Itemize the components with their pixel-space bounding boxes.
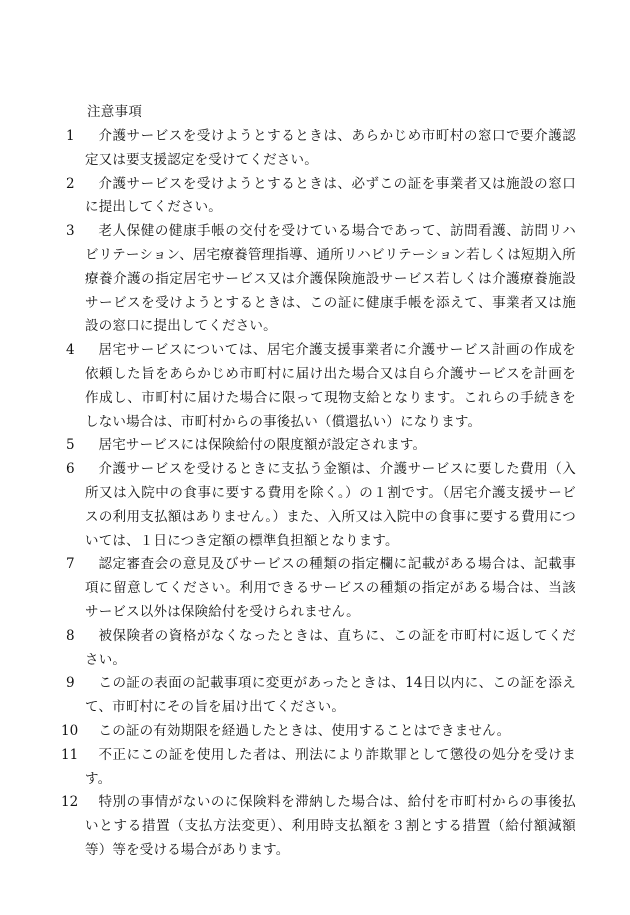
- note-text: 居宅サービスについては、居宅介護支援事業者に介護サービス計画の作成を依頼した旨をあらかじめ市町村に届け出た場合又は自ら介護サービスを計画を作成し、市町村に届けた場合に限って現物支給となります。これらの手続きをしない場合は、市町村からの事後払い（償還払い）になります。: [85, 342, 576, 430]
- note-item: [61, 720, 576, 744]
- note-item: [66, 220, 576, 339]
- note-number: 5: [66, 437, 75, 454]
- note-item: [61, 744, 576, 792]
- note-text: 居宅サービスには保険給付の限度額が設定されます。: [98, 437, 427, 454]
- note-text: 老人保健の健康手帳の交付を受けている場合であって、訪問看護、訪問リハビリテーション、居宅療養管理指導、通所リハビリテーション若しくは短期入所療養介護の指定居宅サービス又は介護保険施設サービス若しくは介護療養施設サービスを受けようとするときは、この証に健康手帳を添えて、事業者又は施設の窓口に提出してください。: [85, 223, 576, 335]
- note-number: 6: [66, 461, 75, 478]
- note-text: 被保険者の資格がなくなったときは、直ちに、この証を市町村に返してください。: [85, 627, 576, 668]
- note-text: 介護サービスを受けるときに支払う金額は、介護サービスに要した費用（入所又は入院中の食事に要する費用を除く。）の１割です。（居宅介護支援サービスの利用支払額はありません。）また、入所又は入院中の食事に要する費用については、１日につき定額の標準負担額となります。: [85, 461, 576, 549]
- note-number: 8: [66, 627, 75, 644]
- note-text: 特別の事情がないのに保険料を滞納した場合は、給付を市町村からの事後払いとする措置（支払方法変更）、利用時支払額を３割とする措置（給付額減額等）等を受ける場合があります。: [85, 794, 576, 858]
- note-text: この証の有効期限を経過したときは、使用することはできません。: [98, 722, 511, 739]
- note-number: 2: [66, 175, 75, 192]
- note-item: [61, 791, 576, 862]
- note-item: [66, 339, 576, 434]
- note-text: 認定審査会の意見及びサービスの種類の指定欄に記載がある場合は、記載事項に留意してください。利用できるサービスの種類の指定がある場合は、当該サービス以外は保険給付を受けられません。: [85, 556, 576, 620]
- note-item: [66, 672, 576, 720]
- note-item: [66, 434, 576, 458]
- note-text: 不正にこの証を使用した者は、刑法により詐欺罪として懲役の処分を受けます。: [85, 746, 576, 787]
- note-number: 4: [66, 342, 75, 359]
- note-item: [66, 625, 576, 673]
- notes-heading: 注意事項: [87, 104, 143, 120]
- notes-list: [61, 125, 576, 863]
- note-number: 1: [66, 128, 75, 144]
- note-text: 介護サービスを受けようとするときは、あらかじめ市町村の窓口で要介護認定又は要支援認定を受けてください。: [85, 128, 576, 168]
- note-number: 11: [61, 746, 79, 763]
- note-number: 10: [61, 722, 79, 739]
- note-item: [66, 458, 576, 553]
- note-number: 3: [66, 223, 75, 240]
- note-text: 介護サービスを受けようとするときは、必ずこの証を事業者又は施設の窓口に提出してください。: [85, 175, 576, 216]
- note-number: 9: [66, 675, 75, 692]
- note-text: この証の表面の記載事項に変更があったときは、14日以内に、この証を添えて、市町村にその旨を届け出てください。: [85, 675, 576, 716]
- note-number: 7: [66, 556, 75, 573]
- note-item: [66, 125, 576, 173]
- note-item: [66, 173, 576, 221]
- note-item: [66, 553, 576, 624]
- note-number: 12: [61, 794, 79, 811]
